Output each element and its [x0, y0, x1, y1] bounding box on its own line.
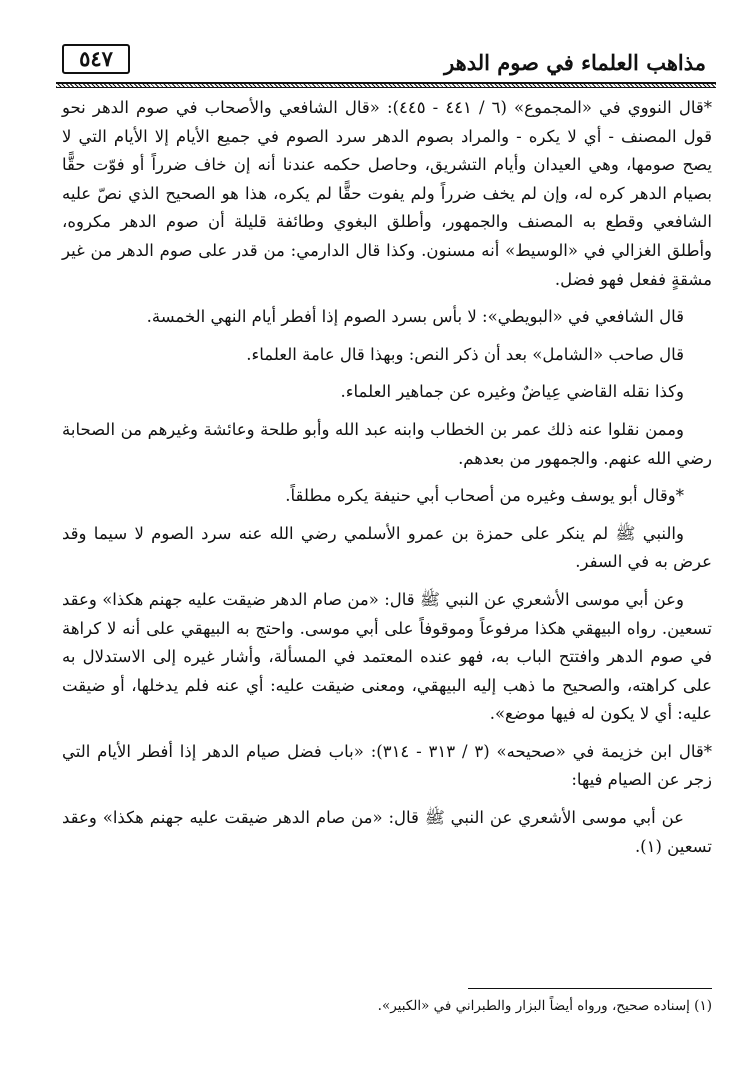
- running-header: [56, 36, 716, 80]
- paragraph-nawawi: *قال النووي في «المجموع» (٦ / ٤٤١ - ٤٤٥): «قال الشافعي والأصحاب في صوم الدهر نحو قول المصنف - أي لا يكره - والمراد بصوم الدهر سرد الصوم في جميع الأيام إلا الأيام التي لا يصح صومها، وهي العيدان وأيام التشريق، وحاصل حكمه عندنا أنه إن خاف ضرراً أو فوّت حقًّا بصيام الدهر كره له، وإن لم يخف ضرراً ولم يفوت حقًّا لم يكره، هذا هو الصحيح الذي نصّ عليه الشافعي وقطع به المصنف والجمهور، وأطلق البغوي وطائفة قليلة أن صوم الدهر مكروه، وأطلق الغزالي في «الوسيط» أنه مسنون. وكذا قال الدارمي: من قدر على صوم الدهر من غير مشقةٍ ففعل فهو فضل.: [62, 98, 712, 289]
- body-text: [62, 94, 712, 861]
- header-rule: [56, 82, 716, 88]
- paragraph-hadith: عن أبي موسى الأشعري عن النبي ﷺ قال: «من صام الدهر ضيقت عليه جهنم هكذا» وعقد تسعين (١).: [62, 808, 712, 856]
- paragraph-abu-yusuf: *وقال أبو يوسف وغيره من أصحاب أبي حنيفة يكره مطلقاً.: [285, 486, 684, 506]
- running-title: مذاهب العلماء في صوم الدهر: [444, 50, 706, 75]
- footnote-rule: [468, 988, 712, 989]
- footnote: (١) إسناده صحيح، ورواه أيضاً البزار والطبراني في «الكبير».: [377, 998, 712, 1014]
- paragraph-buwayti: قال الشافعي في «البويطي»: لا بأس بسرد الصوم إذا أفطر أيام النهي الخمسة.: [146, 307, 684, 327]
- paragraph-iyad: وكذا نقله القاضي عِياضٌ وغيره عن جماهير العلماء.: [340, 382, 684, 402]
- paragraph-hamza: والنبي ﷺ لم ينكر على حمزة بن عمرو الأسلمي رضي الله عنه سرد الصوم لا سيما وقد عرض به في السفر.: [62, 523, 712, 572]
- page-number-box: ٥٤٧: [62, 44, 130, 74]
- paragraph-shamil: قال صاحب «الشامل» بعد أن ذكر النص: وبهذا قال عامة العلماء.: [246, 344, 684, 364]
- paragraph-abu-musa: وعن أبي موسى الأشعري عن النبي ﷺ قال: «من صام الدهر ضيقت عليه جهنم هكذا» وعقد تسعين. رواه البيهقي هكذا مرفوعاً وموقوفاً على أبي موسى. واحتج به البيهقي على أنه لا كراهة في صوم الدهر وافتتح الباب به، فهو عنده المعتمد في المسألة، وأشار غيره إلى الاستدلال به على كراهته، والصحيح ما ذهب إليه البيهقي، ومعنى ضيقت عليه: أي عنه فلم يدخلها، أو ضيقت عليه: أي لا يكون له فيها موضع».: [62, 589, 712, 724]
- paragraph-ibn-khuzayma: *قال ابن خزيمة في «صحيحه» (٣ / ٣١٣ - ٣١٤): «باب فضل صيام الدهر إذا أفطر الأيام التي زجر عن الصيام فيها:: [62, 741, 712, 790]
- paragraph-companions: وممن نقلوا عنه ذلك عمر بن الخطاب وابنه عبد الله وأبو طلحة وعائشة وغيرهم من الصحابة رضي الله عنهم. والجمهور من بعدهم.: [62, 419, 712, 468]
